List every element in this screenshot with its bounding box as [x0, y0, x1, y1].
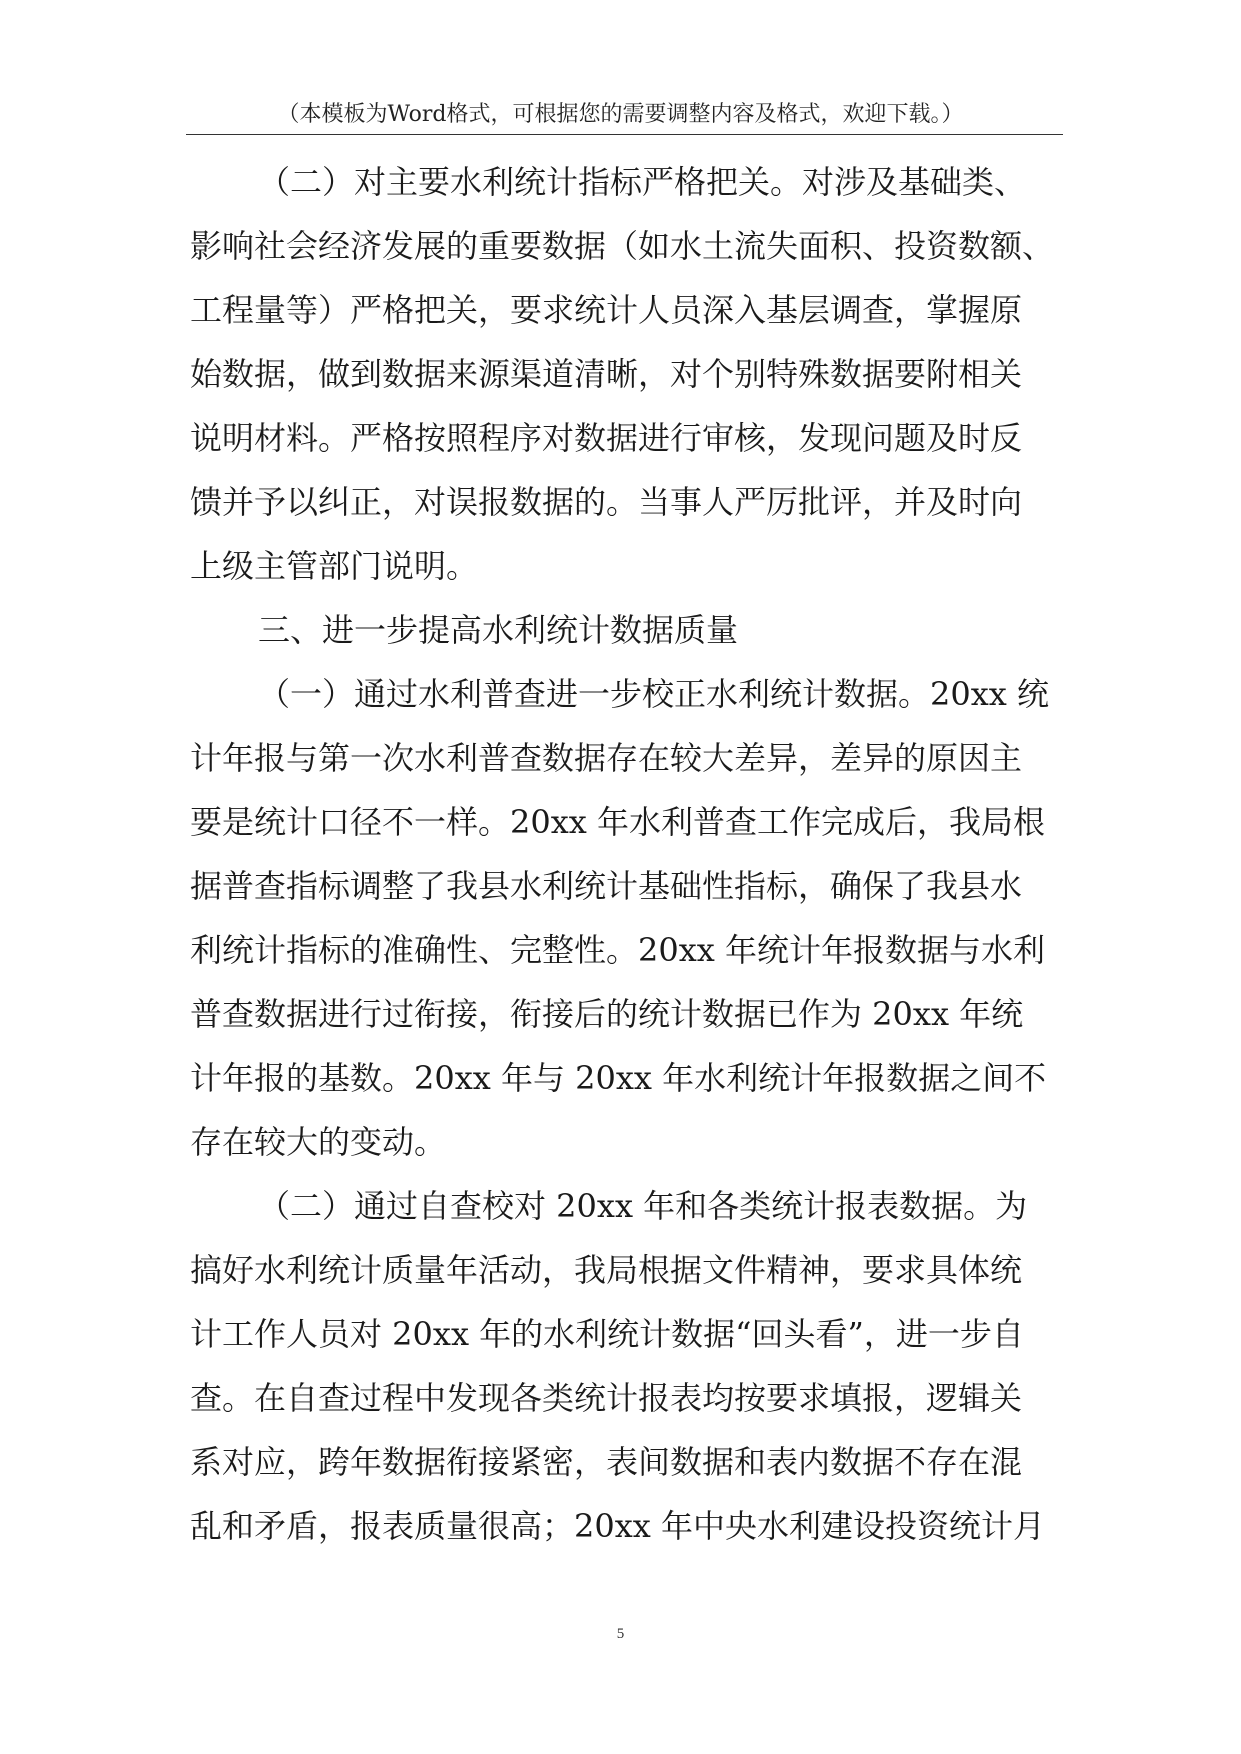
text-line: 存在较大的变动。: [190, 1123, 447, 1161]
text-line: 上级主管部门说明。: [190, 547, 479, 585]
text-line: 始数据，做到数据来源渠道清晰，对个别特殊数据要附相关: [190, 355, 1023, 393]
section-heading: 三、进一步提高水利统计数据质量: [258, 611, 739, 649]
text-line: 说明材料。严格按照程序对数据进行审核，发现问题及时反: [190, 419, 1023, 457]
page-number: 5: [616, 1626, 625, 1642]
text-line: （二）通过自查校对 20xx 年和各类统计报表数据。为: [258, 1187, 1028, 1225]
text-line: （一）通过水利普查进一步校正水利统计数据。20xx 统: [258, 675, 1049, 713]
text-line: 计年报的基数。20xx 年与 20xx 年水利统计年报数据之间不: [190, 1059, 1047, 1097]
text-line: 馈并予以纠正，对误报数据的。当事人严厉批评，并及时向: [190, 483, 1023, 521]
text-line: 利统计指标的准确性、完整性。20xx 年统计年报数据与水利: [190, 931, 1045, 969]
text-line: 普查数据进行过衔接，衔接后的统计数据已作为 20xx 年统: [190, 995, 1024, 1033]
header-rule: [186, 134, 1063, 135]
text-line: 据普查指标调整了我县水利统计基础性指标，确保了我县水: [190, 867, 1023, 905]
text-line: 要是统计口径不一样。20xx 年水利普查工作完成后，我局根: [190, 803, 1045, 841]
document-body: [190, 150, 1070, 1558]
text-line: 搞好水利统计质量年活动，我局根据文件精神，要求具体统: [190, 1251, 1023, 1289]
header-note: （本模板为Word格式，可根据您的需要调整内容及格式，欢迎下载。）: [277, 102, 964, 127]
text-line: 影响社会经济发展的重要数据（如水土流失面积、投资数额、: [190, 227, 1055, 265]
text-line: 计工作人员对 20xx 年的水利统计数据“回头看”，进一步自: [190, 1315, 1024, 1353]
text-line: 计年报与第一次水利普查数据存在较大差异，差异的原因主: [190, 739, 1023, 777]
text-line: 查。在自查过程中发现各类统计报表均按要求填报，逻辑关: [190, 1379, 1023, 1417]
text-line: （二）对主要水利统计指标严格把关。对涉及基础类、: [258, 163, 1027, 201]
text-line: 乱和矛盾，报表质量很高；20xx 年中央水利建设投资统计月: [190, 1507, 1045, 1545]
text-line: 系对应，跨年数据衔接紧密，表间数据和表内数据不存在混: [190, 1443, 1023, 1481]
text-line: 工程量等）严格把关，要求统计人员深入基层调查，掌握原: [190, 291, 1023, 329]
